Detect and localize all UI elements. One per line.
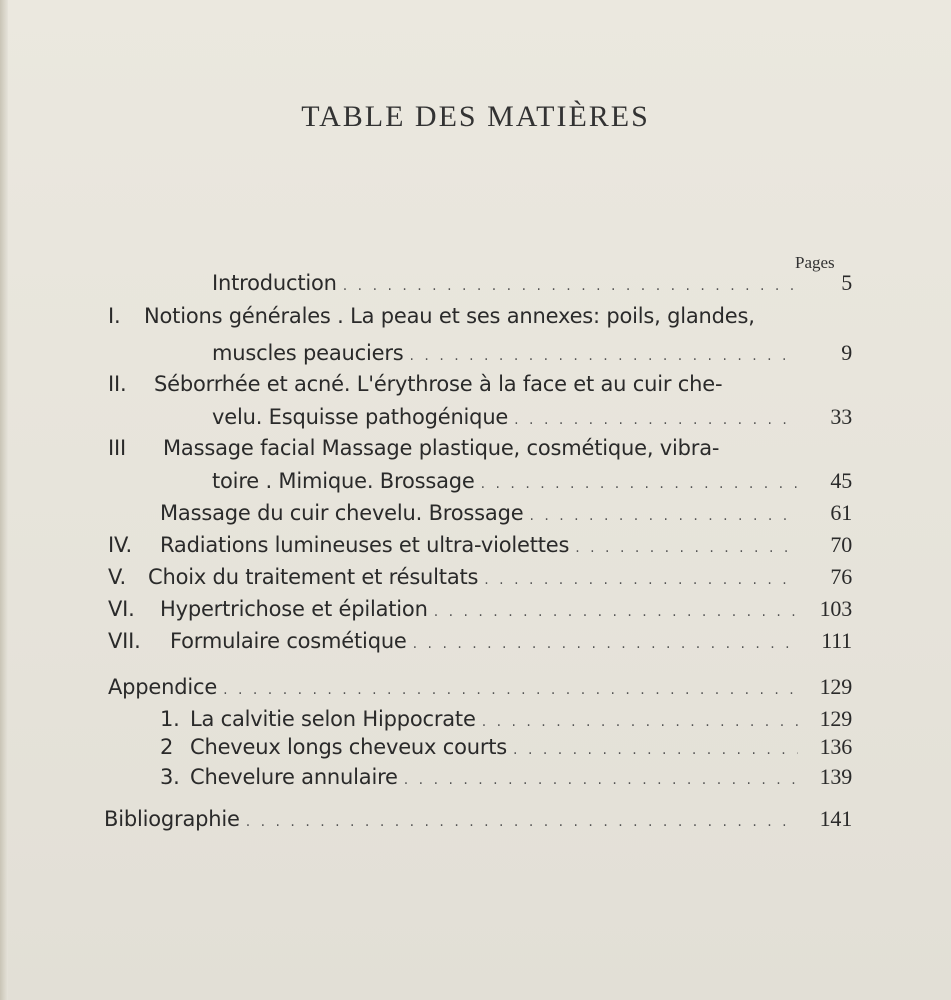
- toc-entry: [108, 564, 852, 594]
- toc-entry-page: 45: [830, 468, 852, 493]
- toc-entry: [108, 674, 852, 704]
- toc-entry-number: 2: [160, 735, 174, 759]
- dot-leader: [513, 742, 798, 758]
- dot-leader: [413, 636, 798, 652]
- toc-entry: [108, 304, 828, 334]
- dot-leader: [484, 572, 798, 588]
- pages-column-label: Pages: [795, 253, 835, 272]
- toc-entry-number: VII.: [108, 629, 141, 653]
- toc-entry-page: 129: [819, 674, 852, 699]
- toc-entry: [104, 806, 852, 836]
- toc-entry-page: 129: [819, 706, 852, 731]
- toc-entry-page: 136: [819, 734, 852, 759]
- toc-entry: [212, 404, 852, 434]
- dot-leader: [404, 772, 798, 788]
- dot-leader: [575, 540, 798, 556]
- page-title: TABLE DES MATIÈRES: [301, 100, 650, 133]
- toc-entry-text: La calvitie selon Hippocrate: [190, 707, 476, 731]
- toc-entry: [108, 372, 828, 402]
- toc-entry: [212, 270, 852, 300]
- toc-entry-text: velu. Esquisse pathogénique: [212, 405, 509, 429]
- toc-entry-page: 9: [841, 340, 852, 365]
- toc-entry-page: 111: [821, 628, 852, 653]
- toc-entry-text: Notions générales . La peau et ses annexes: poils, glandes,: [144, 304, 755, 328]
- dot-leader: [434, 604, 798, 620]
- toc-entry-number: 1.: [160, 707, 180, 731]
- toc-entry: [108, 436, 828, 466]
- toc-entry-page: 33: [830, 404, 852, 429]
- toc-entry-text: Massage du cuir chevelu. Brossage: [160, 501, 524, 525]
- toc-entry-text: muscles peauciers: [212, 341, 404, 365]
- toc-entry-number: II.: [108, 372, 127, 396]
- toc-entry: [160, 764, 852, 794]
- toc-entry-text: Cheveux longs cheveux courts: [190, 735, 508, 759]
- toc-entry: [160, 500, 852, 530]
- toc-entry-number: 3.: [160, 765, 180, 789]
- toc-entry: [212, 468, 852, 498]
- toc-entry-text: Hypertrichose et épilation: [160, 597, 428, 621]
- toc-entry-text: Chevelure annulaire: [190, 765, 398, 789]
- dot-leader: [514, 412, 798, 428]
- dot-leader: [246, 814, 798, 830]
- dot-leader: [529, 508, 798, 524]
- toc-entry-page: 76: [830, 564, 852, 589]
- toc-entry-text: Radiations lumineuses et ultra-violettes: [160, 533, 570, 557]
- toc-entry-page: 103: [819, 596, 852, 621]
- toc-entry-number: V.: [108, 565, 126, 589]
- toc-entry-text: toire . Mimique. Brossage: [212, 469, 475, 493]
- toc-entry-page: 139: [819, 764, 852, 789]
- dot-leader: [343, 278, 798, 294]
- toc-entry: [160, 734, 852, 764]
- toc-entry-number: III: [108, 436, 126, 460]
- toc-entry-number: VI.: [108, 597, 135, 621]
- toc-entry: [108, 596, 852, 626]
- toc-entry: [108, 628, 852, 658]
- toc-entry-text: Choix du traitement et résultats: [148, 565, 479, 589]
- toc-entry-text: Massage facial Massage plastique, cosmétique, vibra-: [163, 436, 720, 460]
- toc-entry: [160, 706, 852, 736]
- toc-entry-number: I.: [108, 304, 121, 328]
- dot-leader: [410, 348, 798, 364]
- toc-entry: [212, 340, 852, 370]
- toc-entry-text: Appendice: [108, 675, 218, 699]
- dot-leader: [481, 476, 798, 492]
- toc-entry-page: 5: [841, 270, 852, 295]
- toc-entry-page: 61: [830, 500, 852, 525]
- toc-entry-text: Introduction: [212, 271, 337, 295]
- dot-leader: [223, 682, 798, 698]
- toc-entry-page: 70: [830, 532, 852, 557]
- toc-entry: [108, 532, 852, 562]
- toc-entry-page: 141: [819, 806, 852, 831]
- dot-leader: [482, 714, 798, 730]
- toc-entry-text: Séborrhée et acné. L'érythrose à la face et au cuir che-: [154, 372, 723, 396]
- toc-entry-text: Bibliographie: [104, 807, 240, 831]
- toc-entry-text: Formulaire cosmétique: [170, 629, 407, 653]
- toc-entry-number: IV.: [108, 533, 132, 557]
